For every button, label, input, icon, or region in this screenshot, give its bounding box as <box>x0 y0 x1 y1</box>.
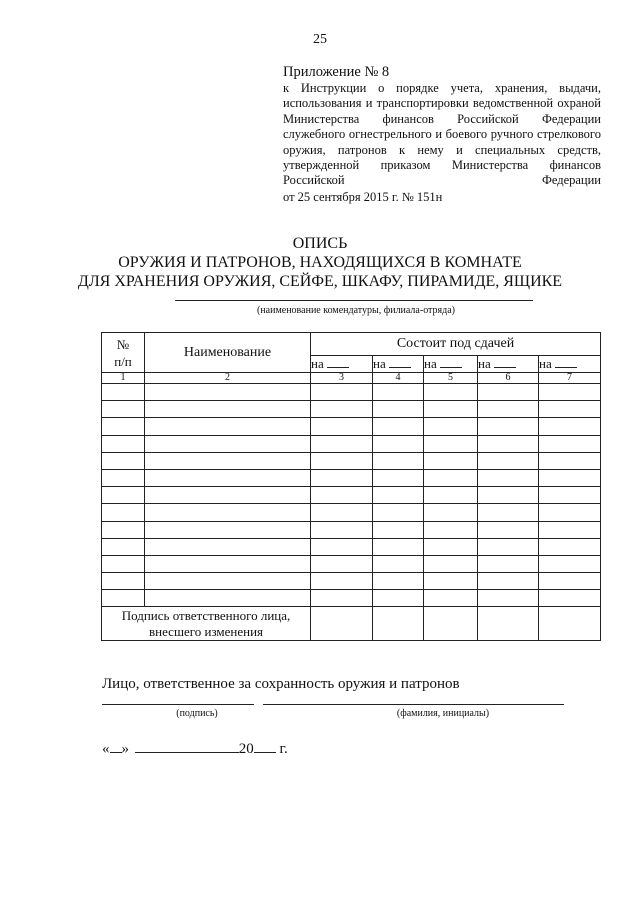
table-cell[interactable] <box>539 590 601 607</box>
date-line: « » 20 г. <box>102 738 288 758</box>
table-body <box>102 384 601 607</box>
table-cell[interactable] <box>539 573 601 590</box>
table-row <box>102 384 601 401</box>
table-cell[interactable] <box>145 521 311 538</box>
table-cell[interactable] <box>539 452 601 469</box>
table-cell[interactable] <box>539 555 601 572</box>
table-cell[interactable] <box>478 384 539 401</box>
appendix-date: от 25 сентября 2015 г. № 151н <box>283 189 443 204</box>
table-cell[interactable] <box>311 521 373 538</box>
table-cell[interactable] <box>102 401 145 418</box>
table-cell[interactable] <box>424 555 478 572</box>
table-cell[interactable] <box>373 555 424 572</box>
table-cell[interactable] <box>373 469 424 486</box>
table-cell[interactable] <box>373 452 424 469</box>
table-cell[interactable] <box>424 504 478 521</box>
table-cell[interactable] <box>145 418 311 435</box>
table-row <box>102 538 601 555</box>
table-cell[interactable] <box>424 590 478 607</box>
table-cell[interactable] <box>311 418 373 435</box>
date-column-header: на <box>373 356 424 373</box>
table-cell[interactable] <box>424 418 478 435</box>
table-cell[interactable] <box>373 487 424 504</box>
table-cell[interactable] <box>373 573 424 590</box>
date-column-header: на <box>311 356 373 373</box>
table-row <box>102 573 601 590</box>
table-cell[interactable] <box>373 418 424 435</box>
table-cell[interactable] <box>424 452 478 469</box>
table-cell[interactable] <box>102 573 145 590</box>
table-cell[interactable] <box>539 487 601 504</box>
table-cell[interactable] <box>102 469 145 486</box>
title-line-3: ДЛЯ ХРАНЕНИЯ ОРУЖИЯ, СЕЙФЕ, ШКАФУ, ПИРАМИДЕ, ЯЩИКЕ <box>77 273 563 290</box>
table-cell[interactable] <box>478 452 539 469</box>
table-cell[interactable] <box>424 538 478 555</box>
table-cell[interactable] <box>539 538 601 555</box>
table-cell[interactable] <box>478 401 539 418</box>
signature-cell[interactable] <box>311 607 373 641</box>
table-cell[interactable] <box>424 521 478 538</box>
table-cell[interactable] <box>424 487 478 504</box>
table-cell[interactable] <box>145 435 311 452</box>
table-cell[interactable] <box>102 487 145 504</box>
table-cell[interactable] <box>539 435 601 452</box>
inventory-table <box>101 332 601 641</box>
responsible-person-label: Лицо, ответственное за сохранность оружия и патронов <box>102 676 460 692</box>
signature-cell[interactable] <box>539 607 601 641</box>
table-cell[interactable] <box>145 573 311 590</box>
column-number-header: № п/п <box>102 333 145 373</box>
table-cell[interactable] <box>424 573 478 590</box>
signature-label: Подпись ответственного лица, внесшего изменения <box>102 607 311 641</box>
appendix-body: к Инструкции о порядке учета, хранения, выдачи, использования и транспортировки ведомственной охраной Министерства финансов Российской Федерации служебного огнестрельного и боевого ручного стрелкового оружия, патронов к нему и специальных средств, утвержденной приказом Министерства финансов Российской Федерации <box>283 81 601 188</box>
column-number: 5 <box>424 373 478 384</box>
table-cell[interactable] <box>424 435 478 452</box>
title-line-1: ОПИСЬ <box>292 235 348 252</box>
table-row <box>102 487 601 504</box>
table-cell[interactable] <box>311 469 373 486</box>
table-cell[interactable] <box>145 469 311 486</box>
table-cell[interactable] <box>311 573 373 590</box>
table-cell[interactable] <box>145 555 311 572</box>
table-cell[interactable] <box>102 418 145 435</box>
column-number-row <box>102 373 601 384</box>
table-cell[interactable] <box>478 573 539 590</box>
table-row <box>102 401 601 418</box>
name-caption: (фамилия, инициалы) <box>396 708 490 719</box>
table-cell[interactable] <box>311 384 373 401</box>
appendix-block <box>283 64 601 205</box>
table-cell[interactable] <box>311 504 373 521</box>
table-row <box>102 504 601 521</box>
state-header: Состоит под сдачей <box>311 333 601 356</box>
table-cell[interactable] <box>145 504 311 521</box>
organization-line <box>175 300 533 301</box>
table-cell[interactable] <box>478 504 539 521</box>
document-title <box>0 234 640 291</box>
organization-caption: (наименование комендатуры, филиала-отряда) <box>256 305 456 316</box>
page-number: 25 <box>313 32 327 47</box>
signature-cell[interactable] <box>373 607 424 641</box>
table-cell[interactable] <box>539 384 601 401</box>
column-number: 2 <box>145 373 311 384</box>
table-cell[interactable] <box>145 452 311 469</box>
signature-cell[interactable] <box>424 607 478 641</box>
table-cell[interactable] <box>478 590 539 607</box>
column-number: 7 <box>539 373 601 384</box>
signature-row <box>102 607 601 641</box>
table-cell[interactable] <box>539 504 601 521</box>
table-cell[interactable] <box>373 401 424 418</box>
table-cell[interactable] <box>373 590 424 607</box>
date-column-header: на <box>539 356 601 373</box>
table-cell[interactable] <box>102 504 145 521</box>
table-cell[interactable] <box>539 418 601 435</box>
column-number: 4 <box>373 373 424 384</box>
table-cell[interactable] <box>539 469 601 486</box>
table-cell[interactable] <box>311 435 373 452</box>
table-cell[interactable] <box>478 538 539 555</box>
table-cell[interactable] <box>102 590 145 607</box>
table-cell[interactable] <box>102 538 145 555</box>
table-cell[interactable] <box>102 555 145 572</box>
name-line[interactable] <box>263 704 564 705</box>
table-row <box>102 521 601 538</box>
table-cell[interactable] <box>102 435 145 452</box>
table-row <box>102 452 601 469</box>
table-cell[interactable] <box>373 521 424 538</box>
signature-caption: (подпись) <box>176 708 218 719</box>
table-row <box>102 555 601 572</box>
title-line-2: ОРУЖИЯ И ПАТРОНОВ, НАХОДЯЩИХСЯ В КОМНАТЕ <box>118 254 522 271</box>
column-number: 3 <box>311 373 373 384</box>
table-cell[interactable] <box>311 555 373 572</box>
table-cell[interactable] <box>478 521 539 538</box>
table-cell[interactable] <box>102 452 145 469</box>
table-cell[interactable] <box>478 555 539 572</box>
table-cell[interactable] <box>145 401 311 418</box>
table-cell[interactable] <box>424 384 478 401</box>
date-column-header: на <box>424 356 478 373</box>
day-blank[interactable] <box>110 738 122 753</box>
table-cell[interactable] <box>373 504 424 521</box>
table-cell[interactable] <box>539 401 601 418</box>
column-name-header: Наименование <box>145 333 311 373</box>
table-header-row <box>102 333 601 356</box>
table-cell[interactable] <box>373 538 424 555</box>
table-cell[interactable] <box>145 487 311 504</box>
table-cell[interactable] <box>311 487 373 504</box>
table-cell[interactable] <box>424 401 478 418</box>
column-number: 6 <box>478 373 539 384</box>
table-cell[interactable] <box>145 590 311 607</box>
table-cell[interactable] <box>145 538 311 555</box>
table-cell[interactable] <box>478 469 539 486</box>
year-blank[interactable] <box>254 738 276 753</box>
table-row <box>102 590 601 607</box>
table-row <box>102 435 601 452</box>
table-cell[interactable] <box>478 435 539 452</box>
signature-cell[interactable] <box>478 607 539 641</box>
table-cell[interactable] <box>424 469 478 486</box>
table-row <box>102 469 601 486</box>
table-cell[interactable] <box>373 435 424 452</box>
table-cell[interactable] <box>539 521 601 538</box>
signature-line[interactable] <box>102 704 254 705</box>
table-row <box>102 418 601 435</box>
table-cell[interactable] <box>102 384 145 401</box>
table-cell[interactable] <box>478 487 539 504</box>
table-cell[interactable] <box>102 521 145 538</box>
column-number: 1 <box>102 373 145 384</box>
table-cell[interactable] <box>311 401 373 418</box>
table-cell[interactable] <box>311 452 373 469</box>
table-cell[interactable] <box>145 384 311 401</box>
appendix-title: Приложение № 8 <box>283 64 390 80</box>
table-cell[interactable] <box>311 590 373 607</box>
table-cell[interactable] <box>373 384 424 401</box>
date-column-header: на <box>478 356 539 373</box>
month-blank[interactable] <box>135 738 239 753</box>
table-cell[interactable] <box>311 538 373 555</box>
table-cell[interactable] <box>478 418 539 435</box>
